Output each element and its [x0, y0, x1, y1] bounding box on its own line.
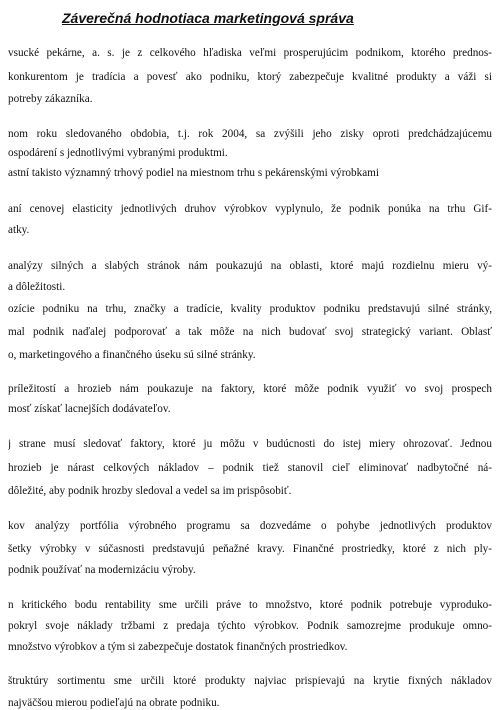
text-line: ospodárení s jednotlivými vybranými produktmi. — [8, 147, 228, 159]
text-line: potreby zákazníka. — [8, 93, 93, 105]
text-line: j strane musí sledovať faktory, ktoré ju môžu v budúcnosti do istej miery ohrozovať. Jednou — [8, 438, 492, 450]
text-line: nom roku sledovaného obdobia, t.j. rok 2004, sa zvýšili jeho zisky oproti predchádzajúcemu — [8, 128, 492, 140]
text-line: kov analýzy portfólia výrobného programu sa dozvedáme o pohybe jednotlivých produktov — [8, 520, 492, 532]
text-line: mal podnik naďalej podporovať a tak môže na nich budovať svoj strategický variant. Oblasť — [8, 326, 492, 338]
document-title: Záverečná hodnotiaca marketingová správa — [62, 10, 354, 26]
text-line: atky. — [8, 224, 30, 236]
text-line: príležitostí a hrozieb nám poukazuje na faktory, ktoré môže podnik využiť vo svoj prospech — [8, 383, 492, 395]
text-line: astní takisto významný trhový podiel na miestnom trhu s pekárenskými výrobkami — [8, 167, 379, 179]
text-line: štruktúry sortimentu sme určili ktoré produkty najviac prispievajú na krytie fixných nákladov — [8, 675, 492, 687]
text-line: množstvo výrobkov a tým si zabezpečuje dostatok finančných prostriedkov. — [8, 641, 348, 653]
text-line: konkurentom je tradícia a povesť ako podniku, ktorý zabezpečuje kvalitné produkty a váži si — [8, 71, 492, 83]
text-line: aní cenovej elasticity jednotlivých druhov výrobkov vyplynulo, že podnik ponúka na trhu Gif- — [8, 203, 492, 215]
text-line: o, marketingového a finančného úseku sú silné stránky. — [8, 349, 256, 361]
text-line: a dôležitosti. — [8, 281, 66, 293]
text-line: šetky výrobky v súčasnosti predstavujú peňažné kravy. Finančné prostriedky, ktoré z nich ply- — [8, 543, 492, 555]
text-line: ozície podniku na trhu, značky a tradície, kvality produktov podniku predstavujú silné stránky, — [8, 303, 492, 315]
text-line: mosť získať lacnejších dodávateľov. — [8, 403, 171, 415]
text-line: vsucké pekárne, a. s. je z celkového hľadiska veľmi prosperujúcim podnikom, ktorého prednos- — [8, 47, 492, 59]
text-line: podnik používať na modernizáciu výroby. — [8, 564, 196, 576]
text-line: dôležité, aby podnik hrozby sledoval a vedel sa im prispôsobiť. — [8, 485, 292, 497]
text-line: hrozieb je nárast celkových nákladov – podnik tiež stanovil cieľ eliminovať nadbytočné ná- — [8, 462, 492, 474]
text-line: pokryl svoje náklady tržbami z predaja týchto výrobkov. Podnik samozrejme produkuje omno- — [8, 620, 492, 632]
text-line: analýzy silných a slabých stránok nám poukazujú na oblasti, ktoré majú rozdielnu mieru vý- — [8, 260, 492, 272]
text-line: najväčšou mierou podieľajú na obrate podniku. — [8, 697, 220, 709]
text-line: n kritického bodu rentability sme určili práve to množstvo, ktoré podnik potrebuje vyproduko- — [8, 599, 492, 611]
